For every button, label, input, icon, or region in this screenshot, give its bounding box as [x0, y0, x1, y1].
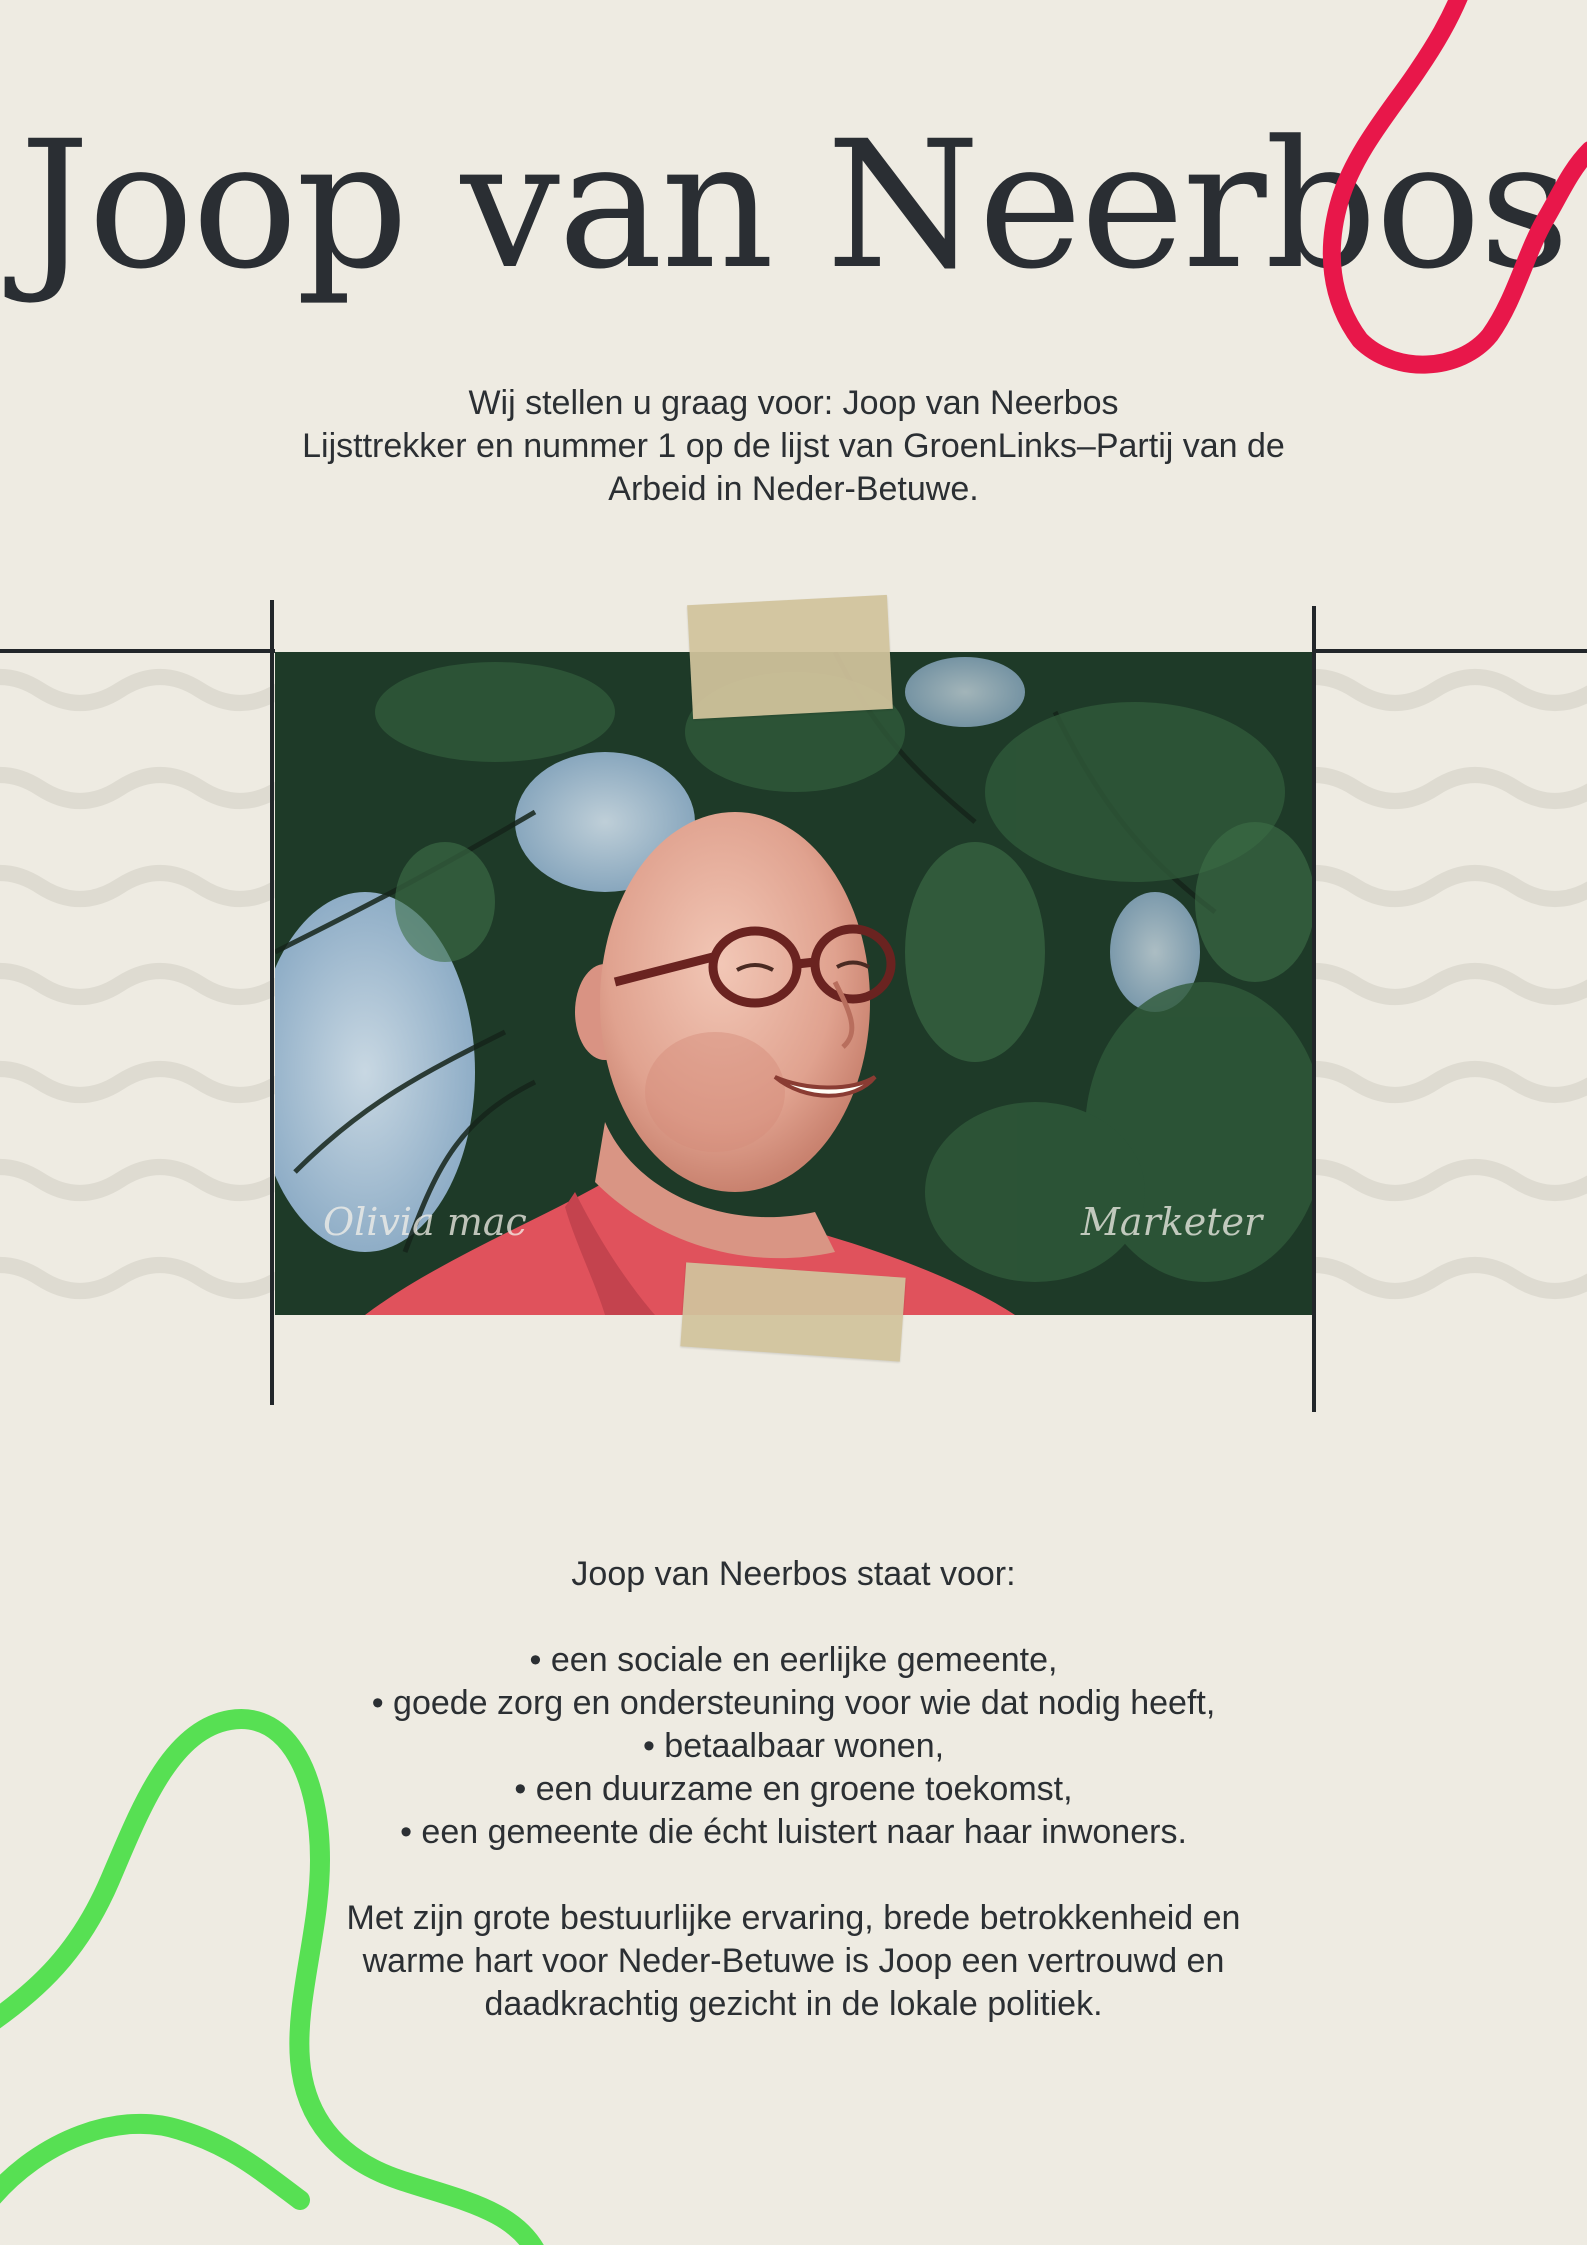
- signature-left: Olivia mac: [323, 1200, 527, 1244]
- list-item: • goede zorg en ondersteuning voor wie dat nodig heeft,: [371, 1684, 1216, 1722]
- frame-line-right: [1312, 606, 1316, 1412]
- list-item: • een gemeente die écht luistert naar haar inwoners.: [400, 1813, 1187, 1851]
- signature-right: Marketer: [1081, 1200, 1263, 1244]
- intro-line: Arbeid in Neder-Betuwe.: [608, 470, 979, 508]
- divider-line-right: [1315, 649, 1587, 653]
- stands-for-section: [200, 1553, 1387, 2026]
- list-item: • een sociale en eerlijke gemeente,: [529, 1641, 1058, 1679]
- divider-line-left: [0, 649, 275, 653]
- intro-line: Lijsttrekker en nummer 1 op de lijst van GroenLinks–Partij van de: [302, 427, 1285, 465]
- intro-line: Wij stellen u graag voor: Joop van Neerbos: [468, 384, 1119, 422]
- page-title: Joop van Neerbos: [19, 103, 1568, 308]
- stands-for-list: [200, 1639, 1387, 1854]
- stands-for-heading: Joop van Neerbos staat voor:: [571, 1555, 1016, 1593]
- list-item: • betaalbaar wonen,: [642, 1727, 945, 1765]
- closing-line: daadkrachtig gezicht in de lokale politiek.: [484, 1985, 1103, 2023]
- closing-line: Met zijn grote bestuurlijke ervaring, brede betrokkenheid en: [346, 1899, 1241, 1937]
- tape-bottom: [680, 1262, 905, 1361]
- frame-line-left: [270, 600, 274, 1405]
- closing-line: warme hart voor Neder-Betuwe is Joop een vertrouwd en: [362, 1942, 1225, 1980]
- intro-text: [150, 382, 1437, 511]
- wave-pattern-left: [0, 660, 275, 1360]
- wave-pattern-right: [1315, 660, 1587, 1360]
- closing-paragraph: [200, 1897, 1387, 2026]
- list-item: • een duurzame en groene toekomst,: [514, 1770, 1073, 1808]
- candidate-photo: [275, 652, 1315, 1315]
- tape-top: [687, 595, 893, 719]
